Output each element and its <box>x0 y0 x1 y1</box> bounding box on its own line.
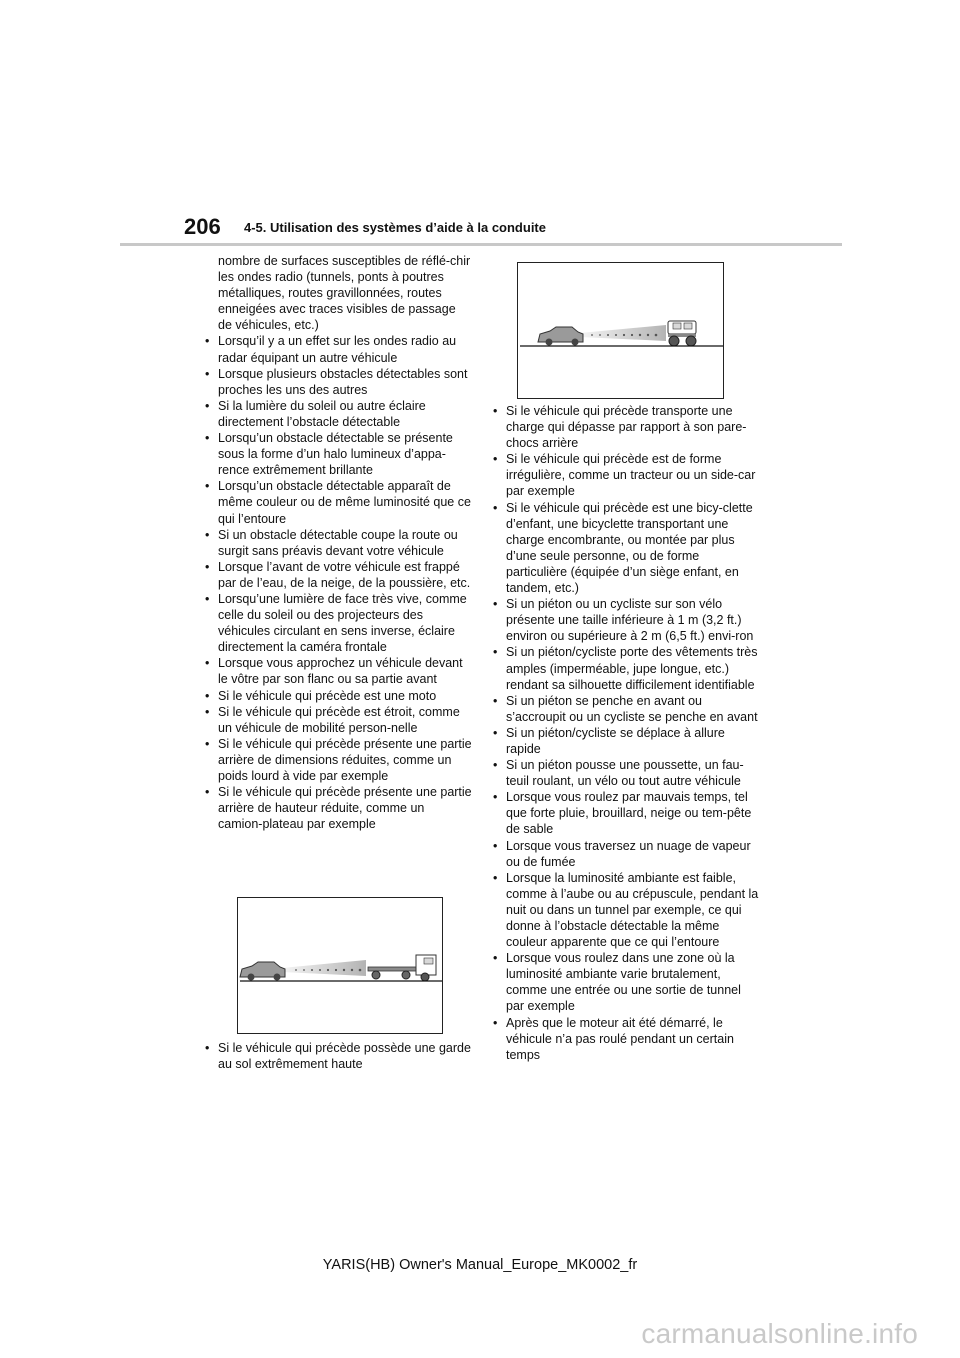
list-item: • Lorsqu’une lumière de face très vive, comme celle du soleil ou des projecteurs des véhicules circulant en sens inverse, éclaire directement la caméra frontale <box>204 591 472 655</box>
right-column <box>492 403 760 1063</box>
list-item: • Si un piéton ou un cycliste sur son vélo présente une taille inférieure à 1 m (3,2 ft.) environ ou supérieure à 2 m (6,5 ft.) envi-ron <box>492 596 760 644</box>
left-bullet-list <box>204 333 472 832</box>
list-item: • Lorsque l’avant de votre véhicule est frappé par de l’eau, de la neige, de la poussière, etc. <box>204 559 472 591</box>
list-item: • Si un piéton/cycliste se déplace à allure rapide <box>492 725 760 757</box>
list-item: • Lorsque vous roulez dans une zone où la luminosité ambiante varie brutalement, comme une entrée ou une sortie de tunnel par exemple <box>492 950 760 1014</box>
list-item: • Si le véhicule qui précède présente une partie arrière de hauteur réduite, comme un camion-plateau par exemple <box>204 784 472 832</box>
page-number: 206 <box>184 214 221 239</box>
list-item: • Si un piéton/cycliste porte des vêtements très amples (imperméable, jupe longue, etc.) rendant sa silhouette difficilement identifiable <box>492 644 760 692</box>
list-item: • Lorsqu’un obstacle détectable apparaît de même couleur ou de même luminosité que ce qui l’entoure <box>204 478 472 526</box>
list-item: • Si un obstacle détectable coupe la route ou surgit sans préavis devant votre véhicule <box>204 527 472 559</box>
list-item: • Si le véhicule qui précède transporte une charge qui dépasse par rapport à son pare-chocs arrière <box>492 403 760 451</box>
list-item: • Si le véhicule qui précède présente une partie arrière de dimensions réduites, comme un poids lourd à vide par exemple <box>204 736 472 784</box>
list-item: • Si le véhicule qui précède est de forme irrégulière, comme un tracteur ou un side-car par exemple <box>492 451 760 499</box>
list-item: • Lorsqu’il y a un effet sur les ondes radio au radar équipant un autre véhicule <box>204 333 472 365</box>
left-column-continued <box>204 1040 472 1072</box>
section-title: 4-5. Utilisation des systèmes d’aide à la conduite <box>244 220 546 235</box>
list-item: • Si un piéton pousse une poussette, un fau-teuil roulant, un vélo ou tout autre véhicule <box>492 757 760 789</box>
list-item: • Si le véhicule qui précède est une moto <box>204 688 472 704</box>
list-item: • Lorsque la luminosité ambiante est faible, comme à l’aube ou au crépuscule, pendant la nuit ou dans un tunnel par exemple, ce qui donne à l’obstacle détectable la même couleur apparente que ce qui l’entoure <box>492 870 760 950</box>
right-bullet-list <box>492 403 760 1063</box>
list-item: • Si la lumière du soleil ou autre éclaire directement l’obstacle détectable <box>204 398 472 430</box>
list-item: • Si un piéton se penche en avant ou s’accroupit ou un cycliste se penche en avant <box>492 693 760 725</box>
car-following-truck-illustration-icon <box>238 898 442 1033</box>
left-column <box>204 253 472 832</box>
footer-manual-id: YARIS(HB) Owner's Manual_Europe_MK0002_fr <box>322 1257 638 1273</box>
list-item: • Lorsqu’un obstacle détectable se présente sous la forme d’un halo lumineux d’appa-rence extrêmement brillante <box>204 430 472 478</box>
list-item: • Lorsque vous approchez un véhicule devant le vôtre par son flanc ou sa partie avant <box>204 655 472 687</box>
list-item: • Lorsque vous roulez par mauvais temps, tel que forte pluie, brouillard, neige ou tem-pête de sable <box>492 789 760 837</box>
figure-high-clearance <box>517 262 724 399</box>
watermark: carmanualsonline.info <box>641 1318 918 1349</box>
header-rule <box>120 243 842 246</box>
list-item: • Lorsque vous traversez un nuage de vapeur ou de fumée <box>492 838 760 870</box>
list-item: • Après que le moteur ait été démarré, le véhicule n’a pas roulé pendant un certain temps <box>492 1015 760 1063</box>
figure-truck-trailer <box>237 897 443 1034</box>
list-item: • Si le véhicule qui précède est une bicy-clette d’enfant, une bicyclette transportant une charge encombrante, ou montée par plus d’une seule personne, ou de forme particulière (équipée d’un siège enfant, en tandem, etc.) <box>492 500 760 597</box>
car-following-high-vehicle-illustration-icon <box>518 263 723 398</box>
list-item: • Si le véhicule qui précède est étroit, comme un véhicule de mobilité person-nelle <box>204 704 472 736</box>
left-bullet-list-2 <box>204 1040 472 1072</box>
list-item: • Si le véhicule qui précède possède une garde au sol extrêmement haute <box>204 1040 472 1072</box>
continuation-text: nombre de surfaces susceptibles de réflé-chir les ondes radio (tunnels, ponts à poutres métalliques, routes gravillonnées, routes enneigées avec traces visibles de passage de véhicules, etc.) <box>218 254 471 333</box>
list-item: • Lorsque plusieurs obstacles détectables sont proches les uns des autres <box>204 366 472 398</box>
